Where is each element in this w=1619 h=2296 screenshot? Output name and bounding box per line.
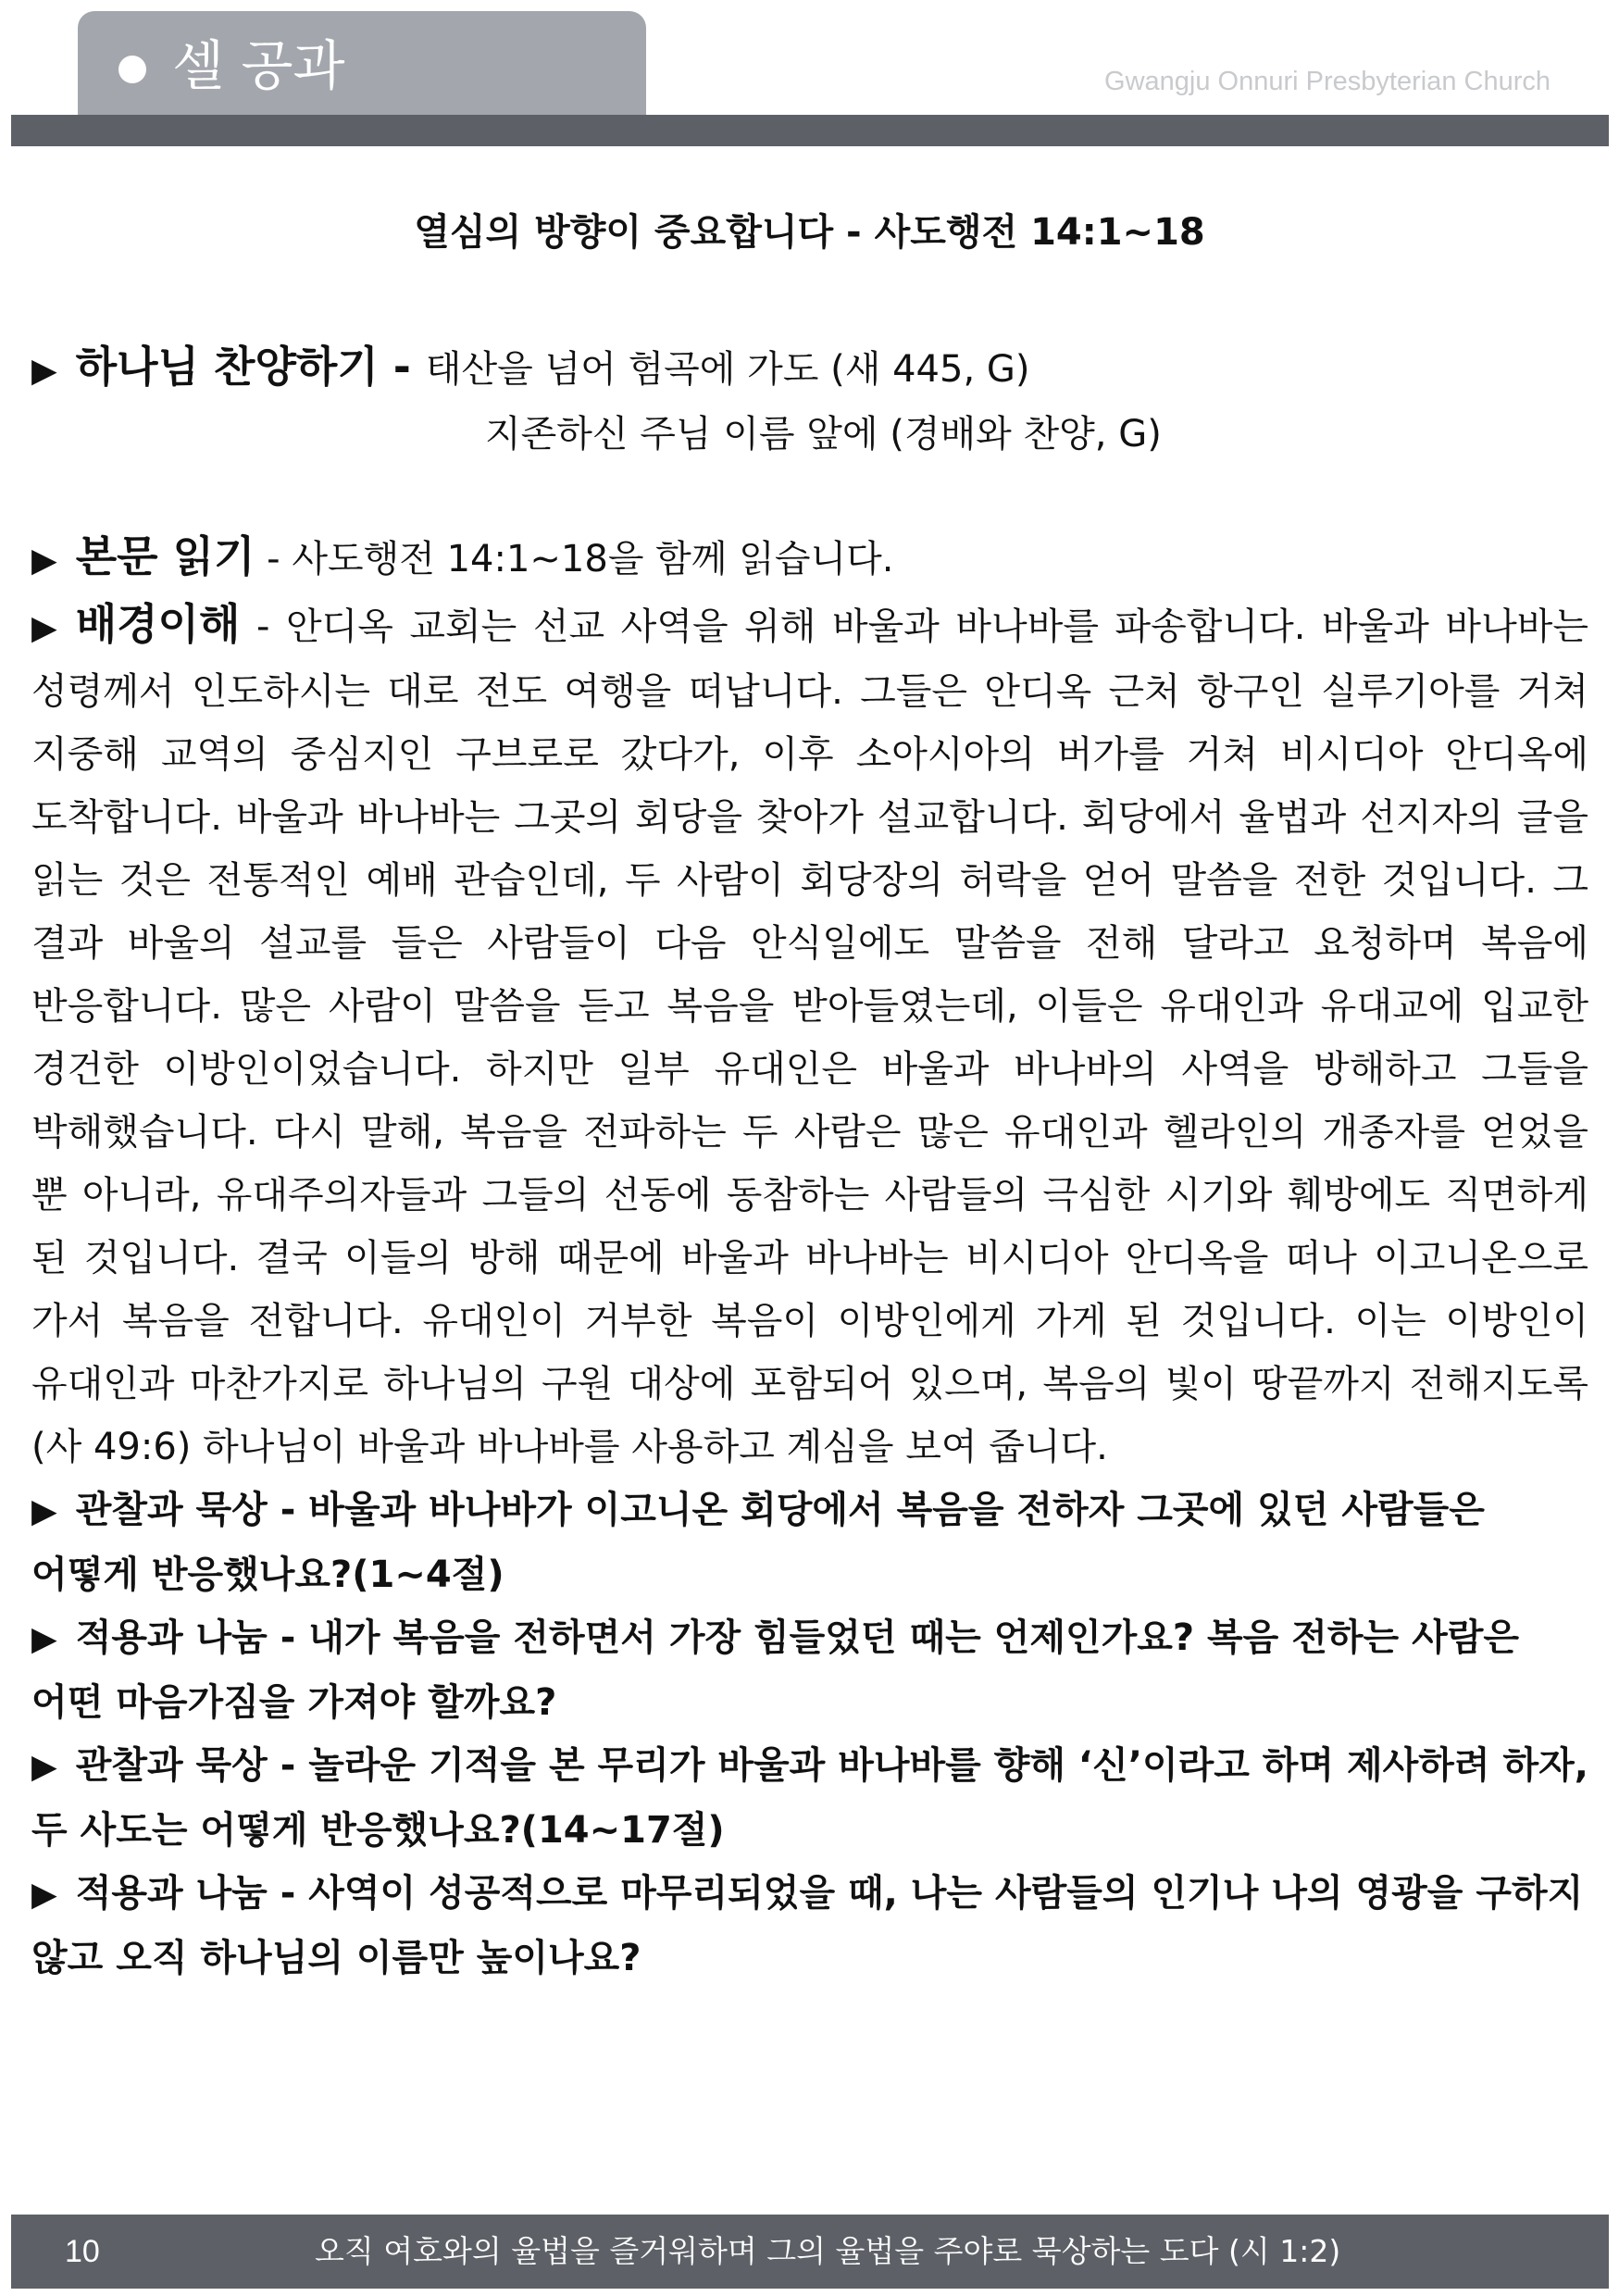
hymn-2: 지존하신 주님 이름 앞에 (경배와 찬양, G) [485, 413, 1162, 455]
triangle-bullet-icon: ▶ [31, 1492, 57, 1530]
lesson-content [31, 335, 1588, 1990]
question-label: 관찰과 묵상 [75, 1744, 268, 1787]
question-text: - 사역이 성공적으로 마무리되었을 때, 나는 사람들의 인기나 나의 영광을 구하지 않고 오직 하나님의 이름만 높이나요? [31, 1872, 1584, 1979]
praise-separator: - [378, 342, 426, 392]
question-item [31, 1862, 1588, 1990]
hymn-2-line [31, 403, 1588, 466]
footer-verse: 오직 여호와의 율법을 즐거워하며 그의 율법을 주야로 묵상하는 도다 (시 1:2) [315, 2233, 1341, 2269]
bullet-dot-icon [118, 56, 146, 83]
question-label: 적용과 나눔 [75, 1872, 268, 1915]
background-text: - 안디옥 교회는 선교 사역을 위해 바울과 바나바를 파송합니다. 바울과 바나바는 성령께서 인도하시는 대로 전도 여행을 떠납니다. 그들은 안디옥 근처 항구인 실루기아를 거쳐 지중해 교역의 중심지인 구브로로 갔다가, 이후 소아시아의 버가를 거쳐 비시디아 안디옥에 도착합니다. 바울과 바나바는 그곳의 회당을 찾아가 설교합니다. 회당에서 율법과 선지자의 글을 읽는 것은 전통적인 예배 관습인데, 두 사람이 회당장의 허락을 얻어 말씀을 전한 것입니다. 그 결과 바울의 설교를 들은 사람들이 다음 안식일에도 말씀을 전해 달라고 요청하며 복음에 반응합니다. 많은 사람이 말씀을 듣고 복음을 받아들였는데, 이들은 유대인과 유대교에 입교한 경건한 이방인이었습니다. 하지만 일부 유대인은 바울과 바나바의 사역을 방해하고 그들을 박해했습니다. 다시 말해, 복음을 전파하는 두 사람은 많은 유대인과 헬라인의 개종자를 얻었을 뿐 아니라, 유대주의자들과 그들의 선동에 동참하는 사람들의 극심한 시기와 훼방에도 직면하게 된 것입니다. 결국 이들의 방해 때문에 바울과 바나바는 비시디아 안디옥을 떠나 이고니온으로 가서 복음을 전합니다. 유대인이 거부한 복음이 이방인에게 가게 된 것입니다. 이는 이방인이 유대인과 마찬가지로 하나님의 구원 대상에 포함되어 있으며, 복음의 빛이 땅끝까지 전해지도록(사 49:6) 하나님이 바울과 바나바를 사용하고 계심을 보여 줍니다. [31, 605, 1588, 1468]
header-divider-bar [11, 115, 1609, 146]
reading-text: - 사도행전 14:1~18을 함께 읽습니다. [255, 538, 894, 580]
reading-section [31, 525, 1588, 593]
triangle-bullet-icon: ▶ [31, 1620, 57, 1658]
triangle-bullet-icon: ▶ [31, 1748, 57, 1786]
section-title: 셀 공과 [172, 34, 345, 97]
question-label: 적용과 나눔 [75, 1616, 268, 1659]
question-item [31, 1479, 1588, 1606]
header-tab [78, 11, 646, 115]
question-label: 관찰과 묵상 [75, 1489, 268, 1531]
question-text: - 내가 복음을 전하면서 가장 힘들었던 때는 언제인가요? 복음 전하는 사람은 어떤 마음가짐을 가져야 할까요? [31, 1616, 1520, 1724]
triangle-bullet-icon: ▶ [31, 609, 57, 647]
reading-heading: 본문 읽기 [75, 531, 255, 581]
praise-section [31, 335, 1588, 403]
question-item [31, 1734, 1588, 1862]
triangle-bullet-icon: ▶ [31, 1876, 57, 1914]
triangle-bullet-icon: ▶ [31, 542, 57, 580]
triangle-bullet-icon: ▶ [31, 352, 57, 390]
page-title: 열심의 방향이 중요합니다 - 사도행전 14:1~18 [414, 211, 1205, 254]
background-heading: 배경이해 [75, 599, 241, 649]
background-section [31, 593, 1588, 1479]
church-name: Gwangju Onnuri Presbyterian Church [1104, 67, 1551, 96]
question-text: - 바울과 바나바가 이고니온 회당에서 복음을 전하자 그곳에 있던 사람들은 어떻게 반응했나요?(1~4절) [31, 1489, 1485, 1596]
question-item [31, 1606, 1588, 1734]
spacer [31, 466, 1588, 525]
question-text: - 놀라운 기적을 본 무리가 바울과 바나바를 향해 ‘신’이라고 하며 제사하려 하자, 두 사도는 어떻게 반응했나요?(14~17절) [31, 1744, 1588, 1852]
hymn-1: 태산을 넘어 험곡에 가도 (새 445, G) [425, 348, 1030, 391]
praise-heading: 하나님 찬양하기 [75, 342, 379, 392]
page-number: 10 [65, 2234, 100, 2269]
